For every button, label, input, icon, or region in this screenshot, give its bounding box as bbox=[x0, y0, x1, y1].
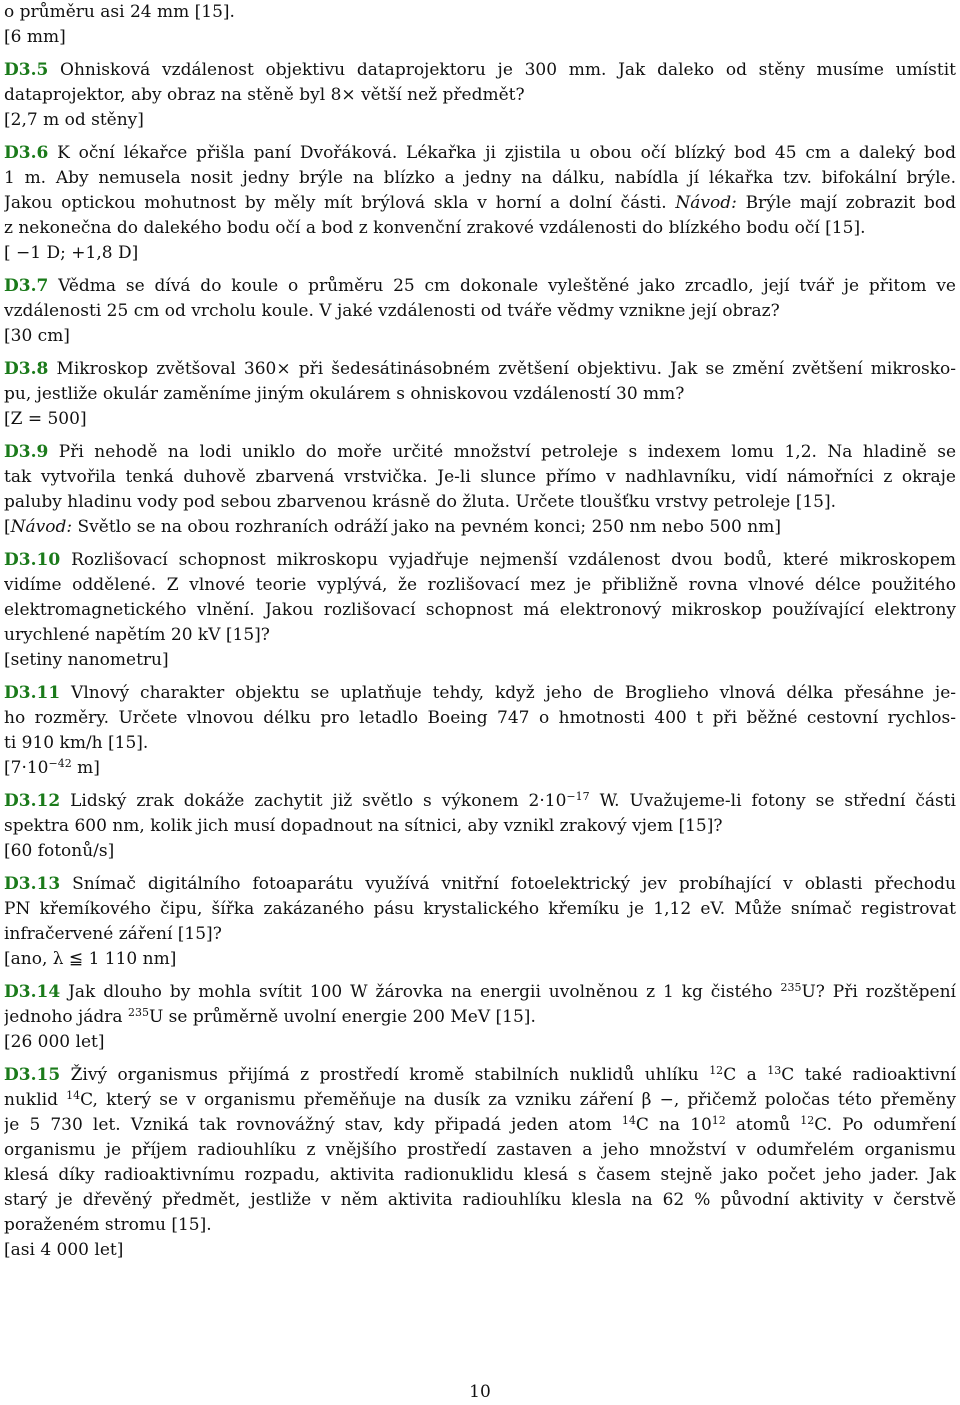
text-run: [26 000 let] bbox=[4, 1032, 105, 1052]
text-run: U? Při rozštěpení bbox=[801, 982, 956, 1002]
text-run: 1 m. Aby nemusela nosit jedny brýle na blízko a jedny na dálku, nabídla jí lékařka tzv. bifokální brýle. bbox=[4, 168, 956, 188]
text-run: Živý organismus přijímá z prostředí kromě stabilních nuklidů uhlíku bbox=[60, 1065, 710, 1085]
paragraph-gap bbox=[4, 432, 956, 440]
text-line bbox=[4, 706, 956, 731]
text-run: C na 10 bbox=[635, 1115, 712, 1135]
text-line bbox=[4, 598, 956, 623]
text-run: [60 fotonů/s] bbox=[4, 841, 115, 861]
text-line bbox=[4, 1138, 956, 1163]
text-run: [30 cm] bbox=[4, 326, 70, 346]
text-run: [2,7 m od stěny] bbox=[4, 110, 144, 130]
paragraph-gap bbox=[4, 349, 956, 357]
text-run: ho rozměry. Určete vlnovou délku pro letadlo Boeing 747 o hmotnosti 400 t při běžné cestovní rychlos- bbox=[4, 708, 956, 728]
text-run: Rozlišovací schopnost mikroskopu vyjadřuje nejmenší vzdálenost dvou bodů, které mikroskopem bbox=[60, 550, 956, 570]
text-line bbox=[4, 623, 956, 648]
text-run: Ohnisková vzdálenost objektivu dataprojektoru je 300 mm. Jak daleko od stěny musíme umístit bbox=[48, 60, 956, 80]
text-line bbox=[4, 241, 956, 266]
text-run: urychlené napětím 20 kV [15]? bbox=[4, 625, 270, 645]
text-line bbox=[4, 515, 956, 540]
exercise-number: D3.10 bbox=[4, 550, 61, 570]
text-run: C a bbox=[723, 1065, 768, 1085]
text-line bbox=[4, 83, 956, 108]
text-run: [ −1 D; +1,8 D] bbox=[4, 243, 139, 263]
text-line bbox=[4, 440, 956, 465]
text-line bbox=[4, 274, 956, 299]
text-line bbox=[4, 299, 956, 324]
text-line bbox=[4, 357, 956, 382]
text-run: [setiny nanometru] bbox=[4, 650, 169, 670]
text-run: [6 mm] bbox=[4, 27, 66, 47]
paragraph-gap bbox=[4, 266, 956, 274]
text-line bbox=[4, 216, 956, 241]
paragraph-gap bbox=[4, 972, 956, 980]
paragraph-gap bbox=[4, 673, 956, 681]
text-run: U se průměrně uvolní energie 200 MeV [15]. bbox=[148, 1007, 536, 1027]
text-run: spektra 600 nm, kolik jich musí dopadnout na sítnici, aby vznikl zrakový vjem [15]? bbox=[4, 816, 723, 836]
paragraph-gap bbox=[4, 864, 956, 872]
text-line bbox=[4, 465, 956, 490]
text-line bbox=[4, 1005, 956, 1030]
text-run: K oční lékařce přišla paní Dvořáková. Lékařka ji zjistila u obou očí blízký bod 45 cm a daleký bod bbox=[48, 143, 956, 163]
exercise-number: D3.14 bbox=[4, 982, 61, 1002]
text-run: nuklid bbox=[4, 1090, 67, 1110]
text-run: [asi 4 000 let] bbox=[4, 1240, 124, 1260]
hint-label: Návod: bbox=[675, 193, 737, 213]
text-run: Mikroskop zvětšoval 360× při šedesátinásobném zvětšení objektivu. Jak se změní zvětšení mikrosko- bbox=[48, 359, 956, 379]
text-line bbox=[4, 166, 956, 191]
text-run: starý je dřevěný předmět, jestliže v něm aktivita radiouhlíku klesla na 62 % původní aktivity v čerstvě bbox=[4, 1190, 956, 1210]
text-line bbox=[4, 1163, 956, 1188]
text-run: [Z = 500] bbox=[4, 409, 87, 429]
text-run: elektromagnetického vlnění. Jakou rozlišovací schopnost má elektronový mikroskop používající elektrony bbox=[4, 600, 956, 620]
text-line bbox=[4, 980, 956, 1005]
document-body bbox=[4, 0, 956, 1263]
text-line bbox=[4, 922, 956, 947]
exercise-number: D3.7 bbox=[4, 276, 49, 296]
text-run: [ano, λ ≦ 1 110 nm] bbox=[4, 949, 177, 969]
exercise-number: D3.13 bbox=[4, 874, 61, 894]
hint-label: Návod: bbox=[10, 517, 73, 537]
page-number: 10 bbox=[469, 1382, 491, 1402]
text-line bbox=[4, 407, 956, 432]
text-line bbox=[4, 789, 956, 814]
text-line bbox=[4, 756, 956, 781]
paragraph-gap bbox=[4, 133, 956, 141]
text-line bbox=[4, 731, 956, 756]
text-run: Snímač digitálního fotoaparátu využívá vnitřní fotoelektrický jev probíhající v oblasti přechodu bbox=[60, 874, 956, 894]
text-line bbox=[4, 1088, 956, 1113]
text-line bbox=[4, 0, 956, 25]
exercise-number: D3.6 bbox=[4, 143, 49, 163]
text-line bbox=[4, 108, 956, 133]
text-run: je 5 730 let. Vzniká tak rovnovážný stav, kdy připadá jeden atom bbox=[4, 1115, 622, 1135]
text-line bbox=[4, 648, 956, 673]
paragraph-gap bbox=[4, 781, 956, 789]
paragraph-gap bbox=[4, 50, 956, 58]
text-line bbox=[4, 681, 956, 706]
text-run: C také radioaktivní bbox=[781, 1065, 956, 1085]
text-line bbox=[4, 1188, 956, 1213]
text-line bbox=[4, 490, 956, 515]
exercise-number: D3.11 bbox=[4, 683, 61, 703]
text-run: klesá díky radioaktivnímu rozpadu, aktivita radionuklidu klesá s časem stejně jako počet jeho jader. Jak bbox=[4, 1165, 956, 1185]
superscript: −17 bbox=[566, 790, 590, 803]
text-run: jednoho jádra bbox=[4, 1007, 128, 1027]
text-run: infračervené záření [15]? bbox=[4, 924, 222, 944]
superscript: 12 bbox=[711, 1114, 726, 1127]
text-run: Při nehodě na lodi uniklo do moře určité množství petroleje s indexem lomu 1,2. Na hladině se bbox=[48, 442, 956, 462]
text-line bbox=[4, 1213, 956, 1238]
superscript: 235 bbox=[780, 981, 802, 994]
text-line bbox=[4, 382, 956, 407]
paragraph-gap bbox=[4, 540, 956, 548]
text-line bbox=[4, 814, 956, 839]
text-run: vidíme oddělené. Z vlnové teorie vyplývá, že rozlišovací mez je přibližně rovna vlnové délce použitého bbox=[4, 575, 956, 595]
text-run: Jak dlouho by mohla svítit 100 W žárovka na energii uvolněnou z 1 kg čistého bbox=[60, 982, 781, 1002]
text-run: atomů bbox=[725, 1115, 801, 1135]
superscript: 14 bbox=[66, 1089, 81, 1102]
text-run: Vědma se dívá do koule o průměru 25 cm dokonale vyleštěné jako zrcadlo, její tvář je přitom ve bbox=[48, 276, 956, 296]
text-line bbox=[4, 191, 956, 216]
text-run: Brýle mají zobrazit bod bbox=[736, 193, 956, 213]
superscript: 13 bbox=[767, 1064, 782, 1077]
text-run: z nekonečna do dalekého bodu očí a bod z konvenční zrakové vzdálenosti do blízkého bodu očí [15]. bbox=[4, 218, 866, 238]
text-line bbox=[4, 573, 956, 598]
text-run: C, který se v organismu přeměňuje na dusík za vzniku záření β −, přičemž poločas této přeměny bbox=[80, 1090, 956, 1110]
exercise-number: D3.5 bbox=[4, 60, 49, 80]
text-run: C. Po odumření bbox=[814, 1115, 956, 1135]
text-line bbox=[4, 872, 956, 897]
text-line bbox=[4, 58, 956, 83]
text-line bbox=[4, 25, 956, 50]
text-line bbox=[4, 839, 956, 864]
text-run: pu, jestliže okulár zaměníme jiným okulárem s ohniskovou vzdáleností 30 mm? bbox=[4, 384, 685, 404]
exercise-number: D3.9 bbox=[4, 442, 49, 462]
exercise-number: D3.12 bbox=[4, 791, 61, 811]
exercise-number: D3.8 bbox=[4, 359, 49, 379]
text-line bbox=[4, 1238, 956, 1263]
text-line bbox=[4, 1030, 956, 1055]
text-run: Světlo se na obou rozhraních odráží jako na pevném konci; 250 nm nebo 500 nm] bbox=[72, 517, 781, 537]
text-run: ti 910 km/h [15]. bbox=[4, 733, 149, 753]
text-run: Vlnový charakter objektu se uplatňuje tehdy, když jeho de Broglieho vlnová délka přesáhne je- bbox=[60, 683, 956, 703]
text-line bbox=[4, 324, 956, 349]
paragraph-gap bbox=[4, 1055, 956, 1063]
text-run: Jakou optickou mohutnost by měly mít brýlová skla v horní a dolní části. bbox=[4, 193, 676, 213]
text-run: dataprojektor, aby obraz na stěně byl 8× větší než předmět? bbox=[4, 85, 525, 105]
text-run: vzdálenosti 25 cm od vrcholu koule. V jaké vzdálenosti od tváře vědmy vznikne její obraz? bbox=[4, 301, 780, 321]
superscript: 12 bbox=[800, 1114, 815, 1127]
text-run: organismu je příjem radiouhlíku z vnějšího prostředí zastaven a jeho množství v odumřelém organismu bbox=[4, 1140, 956, 1160]
text-run: [ bbox=[4, 517, 11, 537]
text-line bbox=[4, 141, 956, 166]
superscript: −42 bbox=[48, 757, 72, 770]
text-line bbox=[4, 548, 956, 573]
exercise-number: D3.15 bbox=[4, 1065, 61, 1085]
text-line bbox=[4, 947, 956, 972]
superscript: 12 bbox=[709, 1064, 724, 1077]
text-line bbox=[4, 897, 956, 922]
text-run: m] bbox=[71, 758, 100, 778]
text-run: W. Uvažujeme-li fotony se střední části bbox=[589, 791, 956, 811]
text-run: poraženém stromu [15]. bbox=[4, 1215, 212, 1235]
text-run: tak vytvořila tenká duhově zbarvená vrstvička. Je-li slunce přímo v nadhlavníku, vidí námořníci z okraje bbox=[4, 467, 956, 487]
text-line bbox=[4, 1113, 956, 1138]
superscript: 14 bbox=[621, 1114, 636, 1127]
text-run: paluby hladinu vody pod sebou zbarvenou krásně do žluta. Určete tloušťku vrstvy petroleje [15]. bbox=[4, 492, 837, 512]
text-run: o průměru asi 24 mm [15]. bbox=[4, 2, 235, 22]
superscript: 235 bbox=[127, 1006, 149, 1019]
text-line bbox=[4, 1063, 956, 1088]
text-run: [7·10 bbox=[4, 758, 49, 778]
text-run: PN křemíkového čipu, šířka zakázaného pásu krystalického křemíku je 1,12 eV. Může snímač registrovat bbox=[4, 899, 956, 919]
text-run: Lidský zrak dokáže zachytit již světlo s výkonem 2·10 bbox=[60, 791, 567, 811]
